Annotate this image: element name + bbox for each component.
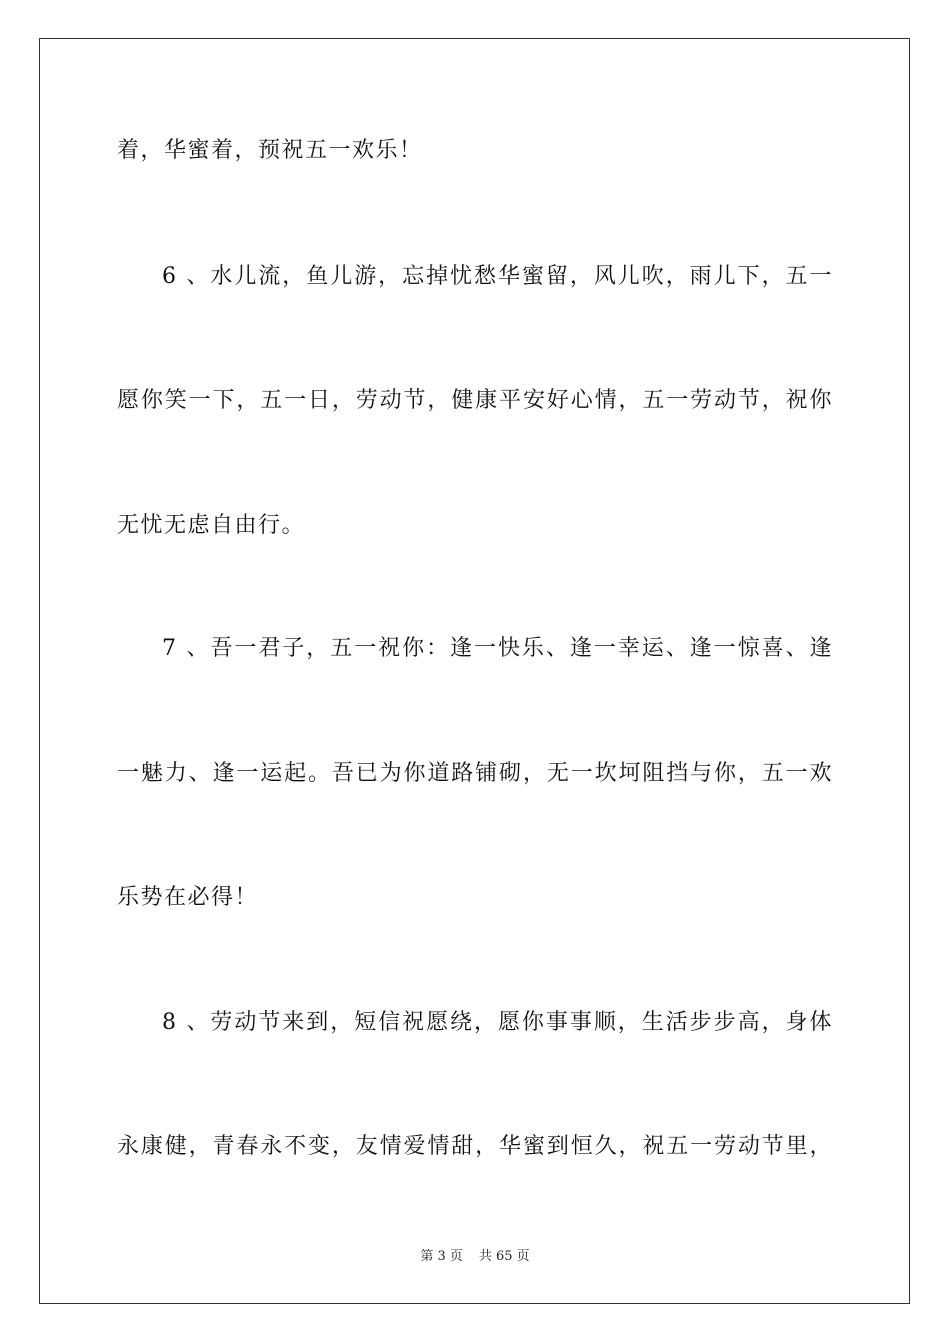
page-border xyxy=(39,38,910,1304)
paragraph-line: 乐势在必得！ xyxy=(117,885,259,910)
paragraph-line: 无忧无虑自由行。 xyxy=(117,513,306,538)
paragraph-line: 着，华蜜着，预祝五一欢乐！ xyxy=(117,138,423,163)
page-number: 第 3 页 xyxy=(420,1249,463,1264)
page-footer xyxy=(0,1248,950,1266)
paragraph-line: 愿你笑一下，五一日，劳动节，健康平安好心情，五一劳动节，祝你 xyxy=(117,388,833,413)
paragraph-line: 永康健，青春永不变，友情爱情甜，华蜜到恒久，祝五一劳动节里， xyxy=(117,1134,833,1159)
paragraph-line: 7 、吾一君子，五一祝你：逢一快乐、逢一幸运、逢一惊喜、逢 xyxy=(162,636,833,661)
page-total: 共 65 页 xyxy=(478,1249,530,1264)
paragraph-line: 6 、水儿流，鱼儿游，忘掉忧愁华蜜留，风儿吹，雨儿下，五一 xyxy=(162,264,833,289)
paragraph-line: 8 、劳动节来到，短信祝愿绕，愿你事事顺，生活步步高，身体 xyxy=(162,1010,833,1035)
paragraph-line: 一魅力、逢一运起。吾已为你道路铺砌，无一坎坷阻挡与你，五一欢 xyxy=(117,761,833,786)
